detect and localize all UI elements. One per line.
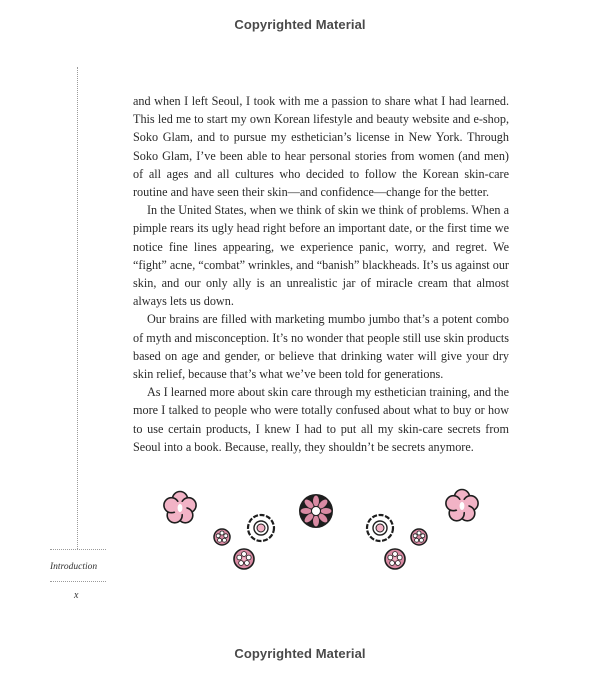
section-label: Introduction xyxy=(50,562,98,572)
sidebar-rule-bottom xyxy=(50,581,106,582)
flower-white-1 xyxy=(246,513,276,543)
flower-small-pink-3 xyxy=(383,547,407,571)
sidebar-rule-top xyxy=(50,549,106,550)
flower-large-pink-right xyxy=(444,488,480,524)
page-number: x xyxy=(74,590,79,601)
paragraph-2: In the United States, when we think of skin we think of problems. When a pimple rears its ugly head right before an important date, or the first time we notice fine lines appearing, we experience panic, worry, and regret. We “fight” acne, “combat” wrinkles, and “banish” blackheads. It’s us against our skin, and our only ally is an unrealistic jar of miracle cream that almost always lets us down. xyxy=(133,203,509,309)
paragraph-1: and when I left Seoul, I took with me a passion to share what I had learned. This led me to start my own Korean lifestyle and beauty website and e-shop, Soko Glam, and to pursue my esthetician’s license in New York. Through Soko Glam, I’ve been able to hear personal stories from women (and men) of all ages and all cultures who decided to follow the Korean skin-care routine and have seen their skin—and confidence—change for the better. xyxy=(133,94,509,200)
paragraph-4: As I learned more about skin care through my esthetician training, and the more I talked to people who were totally confused about what to buy or how to use certain products, I knew I had to put all my skin-care secrets from Seoul into a book. Because, really, they shouldn’t be secrets anymore. xyxy=(133,385,509,454)
flower-ornament xyxy=(150,484,500,576)
margin-rule-vertical xyxy=(77,67,78,549)
flower-white-2 xyxy=(365,513,395,543)
flower-small-pink-1 xyxy=(212,527,232,547)
flower-small-pink-2 xyxy=(232,547,256,571)
flower-small-pink-4 xyxy=(409,527,429,547)
copyright-watermark-bottom: Copyrighted Material xyxy=(234,646,366,661)
copyright-watermark-top: Copyrighted Material xyxy=(234,17,366,32)
flower-center-dark xyxy=(297,492,335,530)
flower-large-pink-left xyxy=(162,490,198,526)
body-text xyxy=(133,92,509,456)
paragraph-3: Our brains are filled with marketing mumbo jumbo that’s a potent combo of myth and misconception. It’s no wonder that people still use skin products based on age and gender, or believe that drinking water will give your dry skin relief, because that’s what we’ve been told for generations. xyxy=(133,312,509,382)
